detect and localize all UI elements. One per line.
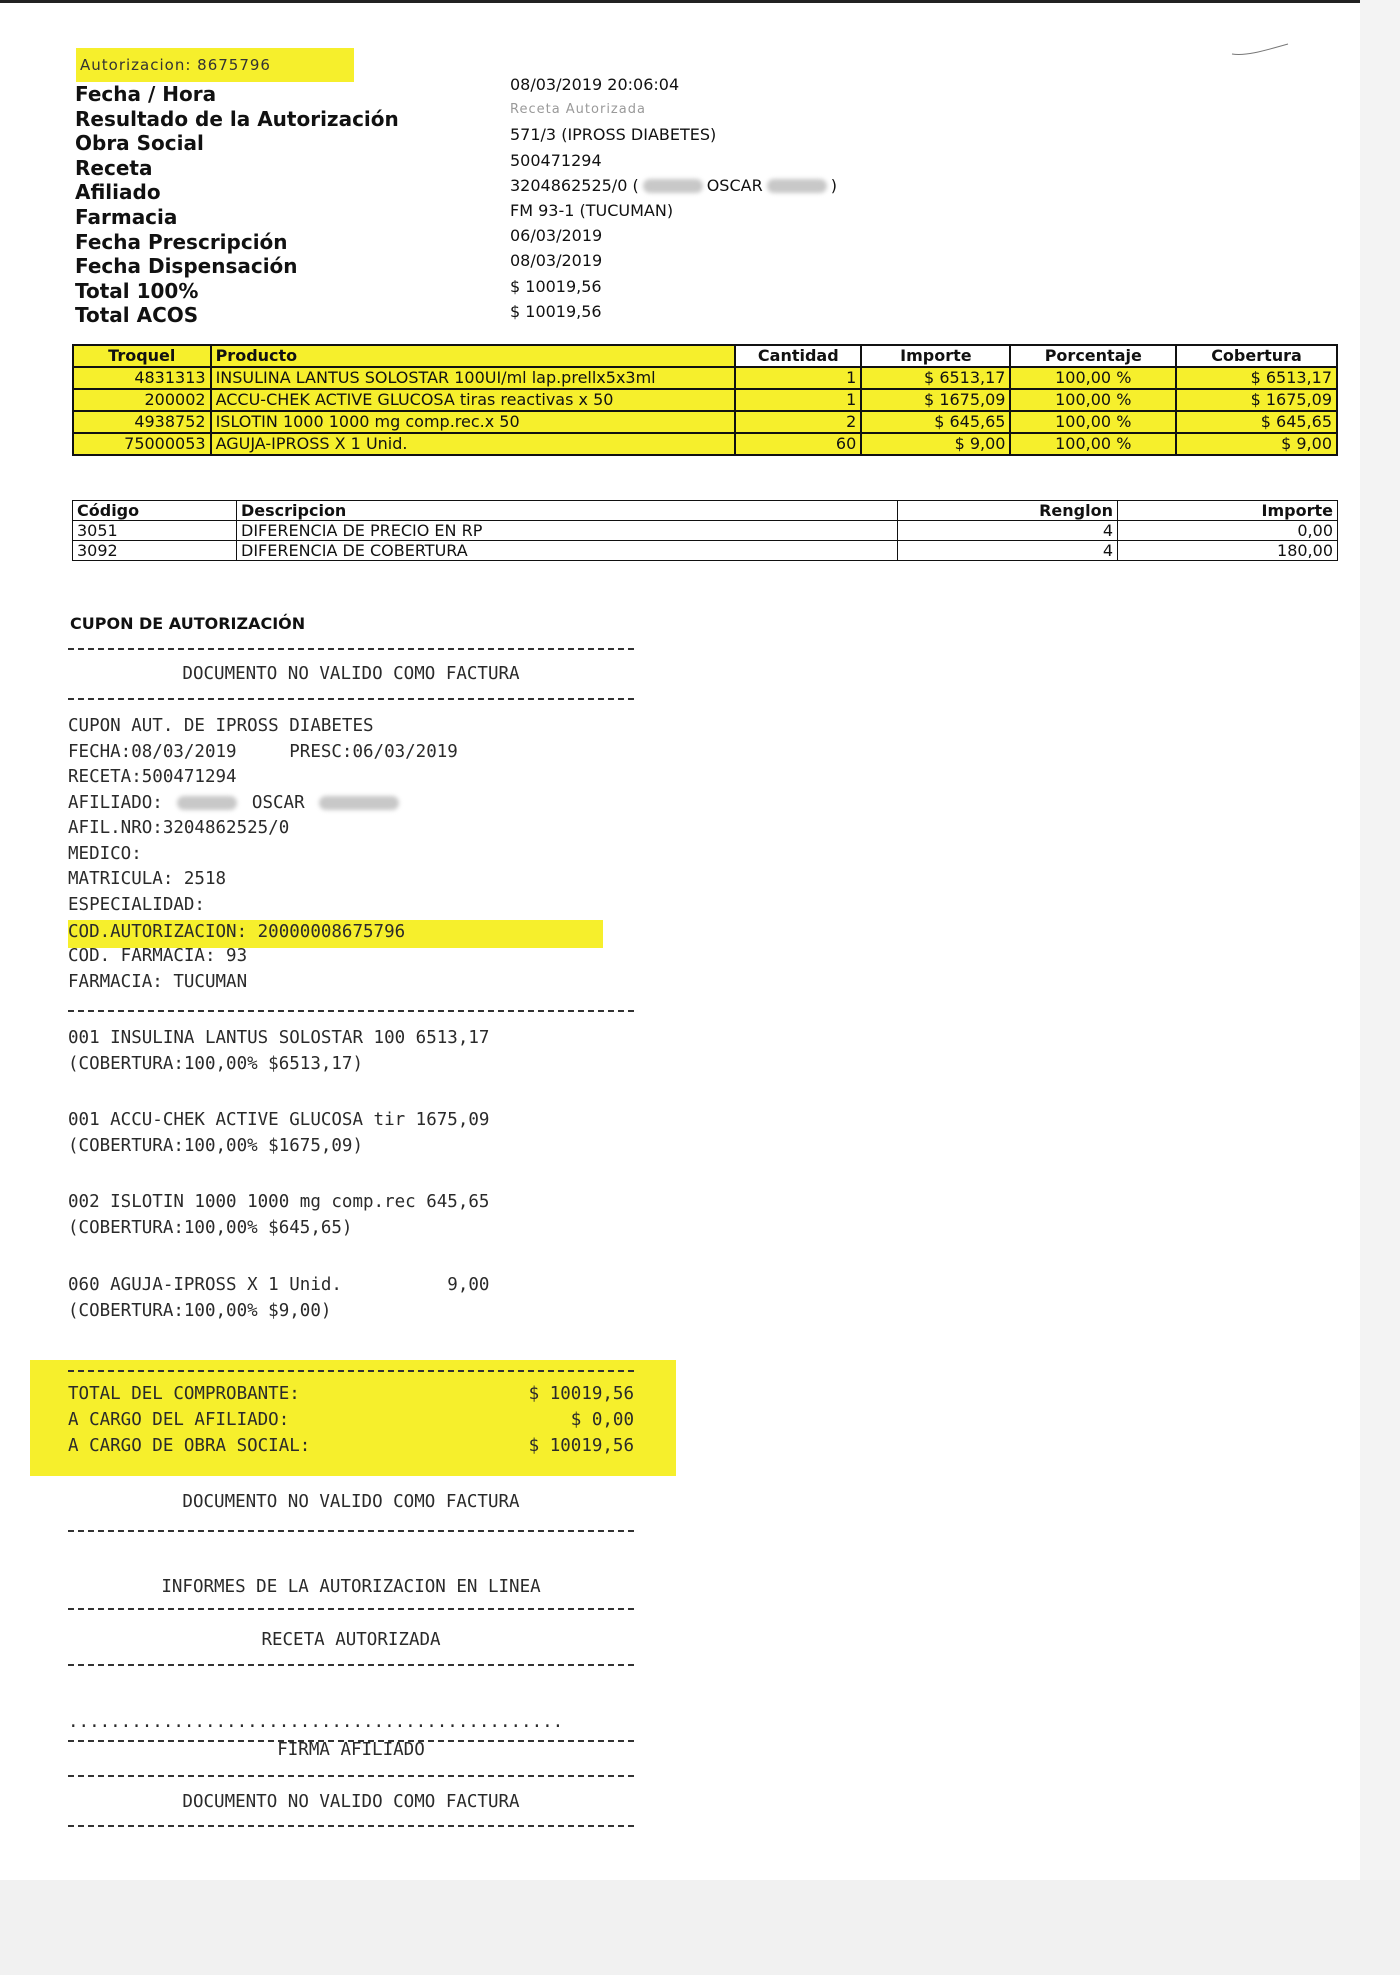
table-row bbox=[73, 541, 1338, 561]
total-value: $ 10019,56 bbox=[528, 1436, 634, 1456]
label-total-acos: Total ACOS bbox=[75, 303, 199, 328]
diferencias-table bbox=[72, 500, 1338, 561]
cobertura-cell: $ 9,00 bbox=[1176, 433, 1337, 455]
redacted-surname bbox=[177, 796, 237, 810]
col-importe: Importe bbox=[861, 345, 1010, 367]
scan-shadow-right bbox=[1360, 0, 1400, 1975]
cobertura-cell: $ 1675,09 bbox=[1176, 389, 1337, 411]
dashed-divider bbox=[68, 1608, 634, 1610]
cantidad-cell: 1 bbox=[735, 367, 861, 389]
importe-cell: 0,00 bbox=[1118, 521, 1338, 541]
receta-autorizada-line: RECETA AUTORIZADA bbox=[261, 1630, 441, 1650]
renglon-cell: 4 bbox=[898, 521, 1118, 541]
table-row bbox=[73, 521, 1338, 541]
dashed-divider bbox=[68, 1664, 634, 1666]
codigo-cell: 3051 bbox=[73, 521, 237, 541]
authorization-number: Autorizacion: 8675796 bbox=[76, 48, 354, 82]
afiliado-name: OSCAR bbox=[706, 175, 763, 195]
value-fecha-hora: 08/03/2019 20:06:04 bbox=[510, 75, 680, 94]
cupon-line-afiliado bbox=[68, 791, 634, 817]
item-coverage: (COBERTURA:100,00% $6513,17) bbox=[68, 1054, 364, 1074]
value-fecha-dispensacion: 08/03/2019 bbox=[510, 251, 603, 271]
porcentaje-cell: 100,00 % bbox=[1010, 389, 1176, 411]
cantidad-cell: 1 bbox=[735, 389, 861, 411]
cantidad-cell: 60 bbox=[735, 433, 861, 455]
cantidad-cell: 2 bbox=[735, 411, 861, 433]
cupon-title: CUPON DE AUTORIZACIÓN bbox=[70, 614, 306, 633]
cupon-line-matricula: MATRICULA: 2518 bbox=[68, 869, 227, 889]
value-total-100: $ 10019,56 bbox=[510, 276, 602, 296]
item-coverage: (COBERTURA:100,00% $645,65) bbox=[68, 1218, 353, 1238]
value-total-acos: $ 10019,56 bbox=[510, 301, 602, 321]
troquel-cell: 4831313 bbox=[73, 367, 211, 389]
cobertura-cell: $ 645,65 bbox=[1176, 411, 1337, 433]
header-values bbox=[510, 72, 837, 324]
table-row bbox=[73, 389, 1337, 411]
col-troquel: Troquel bbox=[73, 345, 211, 367]
total-row bbox=[68, 1434, 634, 1460]
total-row bbox=[68, 1382, 634, 1408]
col-producto: Producto bbox=[211, 345, 736, 367]
value-obra-social: 571/3 (IPROSS DIABETES) bbox=[510, 125, 717, 145]
item-line: 001 ACCU-CHEK ACTIVE GLUCOSA tir 1675,09 bbox=[68, 1110, 490, 1130]
renglon-cell: 4 bbox=[898, 541, 1118, 561]
afiliado-name: OSCAR bbox=[251, 793, 305, 813]
dashed-divider bbox=[68, 1370, 634, 1372]
cupon-line-fecha: FECHA:08/03/2019 PRESC:06/03/2019 bbox=[68, 742, 458, 762]
no-valido-middle: DOCUMENTO NO VALIDO COMO FACTURA bbox=[182, 1492, 520, 1512]
afiliado-close: ) bbox=[830, 175, 837, 195]
porcentaje-cell: 100,00 % bbox=[1010, 367, 1176, 389]
producto-cell: INSULINA LANTUS SOLOSTAR 100UI/ml lap.prellx5x3ml bbox=[211, 367, 736, 389]
troquel-cell: 4938752 bbox=[73, 411, 211, 433]
value-fecha-prescripcion: 06/03/2019 bbox=[510, 226, 603, 246]
diferencias-header-row bbox=[73, 501, 1338, 521]
codigo-cell: 3092 bbox=[73, 541, 237, 561]
value-resultado: Receta Autorizada bbox=[510, 102, 646, 118]
col-renglon: Renglon bbox=[898, 501, 1118, 521]
cupon-line-cod-farmacia: COD. FARMACIA: 93 bbox=[68, 946, 248, 966]
total-label: A CARGO DEL AFILIADO: bbox=[68, 1410, 290, 1430]
importe-cell: $ 6513,17 bbox=[861, 367, 1010, 389]
total-row bbox=[68, 1408, 634, 1434]
cupon-line-cupon: CUPON AUT. DE IPROSS DIABETES bbox=[68, 716, 374, 736]
no-valido-bottom: DOCUMENTO NO VALIDO COMO FACTURA bbox=[182, 1792, 520, 1812]
porcentaje-cell: 100,00 % bbox=[1010, 433, 1176, 455]
value-receta: 500471294 bbox=[510, 150, 602, 170]
cupon-line-farmacia: FARMACIA: TUCUMAN bbox=[68, 972, 248, 992]
header-labels bbox=[75, 82, 399, 328]
item-line: 002 ISLOTIN 1000 1000 mg comp.rec 645,65 bbox=[68, 1192, 490, 1212]
col-descripcion: Descripcion bbox=[237, 501, 898, 521]
informes-line: INFORMES DE LA AUTORIZACION EN LINEA bbox=[161, 1577, 541, 1597]
importe-cell: $ 9,00 bbox=[861, 433, 1010, 455]
col-importe: Importe bbox=[1118, 501, 1338, 521]
producto-cell: ISLOTIN 1000 1000 mg comp.rec.x 50 bbox=[211, 411, 736, 433]
label-fecha-hora: Fecha / Hora bbox=[75, 82, 217, 106]
table-row bbox=[73, 411, 1337, 433]
dashed-divider bbox=[68, 1775, 634, 1777]
afiliado-number: 3204862525/0 ( bbox=[510, 175, 639, 195]
table-row bbox=[73, 367, 1337, 389]
label-fecha-dispensacion: Fecha Dispensación bbox=[75, 254, 298, 279]
item-line: 001 INSULINA LANTUS SOLOSTAR 100 6513,17 bbox=[68, 1028, 490, 1048]
scan-shadow-bottom bbox=[0, 1880, 1400, 1975]
porcentaje-cell: 100,00 % bbox=[1010, 411, 1176, 433]
label-total-100: Total 100% bbox=[75, 278, 199, 303]
total-label: TOTAL DEL COMPROBANTE: bbox=[68, 1384, 300, 1404]
importe-cell: 180,00 bbox=[1118, 541, 1338, 561]
total-label: A CARGO DE OBRA SOCIAL: bbox=[68, 1436, 311, 1456]
label-obra-social: Obra Social bbox=[75, 131, 204, 156]
item-coverage: (COBERTURA:100,00% $9,00) bbox=[68, 1301, 332, 1321]
item-line: 060 AGUJA-IPROSS X 1 Unid. 9,00 bbox=[68, 1275, 490, 1295]
troquel-cell: 200002 bbox=[73, 389, 211, 411]
table-row bbox=[73, 433, 1337, 455]
importe-cell: $ 645,65 bbox=[861, 411, 1010, 433]
cupon-line-medico: MEDICO: bbox=[68, 844, 142, 864]
cupon-line-especialidad: ESPECIALIDAD: bbox=[68, 895, 205, 915]
firma-afiliado-line: FIRMA AFILIADO bbox=[277, 1740, 425, 1760]
label-afiliado: Afiliado bbox=[75, 180, 161, 205]
label-fecha-prescripcion: Fecha Prescripción bbox=[75, 229, 288, 254]
value-farmacia: FM 93-1 (TUCUMAN) bbox=[510, 201, 674, 221]
dashed-divider bbox=[68, 698, 634, 700]
importe-cell: $ 1675,09 bbox=[861, 389, 1010, 411]
total-value: $ 0,00 bbox=[570, 1410, 634, 1430]
producto-cell: ACCU-CHEK ACTIVE GLUCOSA tiras reactivas x 50 bbox=[211, 389, 736, 411]
pen-mark bbox=[1230, 40, 1290, 60]
col-codigo: Código bbox=[73, 501, 237, 521]
afiliado-prefix: AFILIADO: bbox=[68, 793, 163, 813]
cobertura-cell: $ 6513,17 bbox=[1176, 367, 1337, 389]
products-table bbox=[72, 344, 1338, 456]
descripcion-cell: DIFERENCIA DE COBERTURA bbox=[237, 541, 898, 561]
no-valido-top: DOCUMENTO NO VALIDO COMO FACTURA bbox=[182, 664, 520, 684]
descripcion-cell: DIFERENCIA DE PRECIO EN RP bbox=[237, 521, 898, 541]
label-farmacia: Farmacia bbox=[75, 204, 178, 229]
cupon-line-afil-nro: AFIL.NRO:3204862525/0 bbox=[68, 818, 290, 838]
dashed-divider bbox=[68, 1825, 634, 1827]
signature-dots: ............................................... bbox=[68, 1712, 564, 1732]
producto-cell: AGUJA-IPROSS X 1 Unid. bbox=[211, 433, 736, 455]
dashed-divider bbox=[68, 648, 634, 650]
products-header-row bbox=[73, 345, 1337, 367]
dashed-divider bbox=[68, 1530, 634, 1532]
page-top-border bbox=[0, 0, 1400, 3]
total-value: $ 10019,56 bbox=[528, 1384, 634, 1404]
item-coverage: (COBERTURA:100,00% $1675,09) bbox=[68, 1136, 364, 1156]
col-cobertura: Cobertura bbox=[1176, 345, 1337, 367]
col-cantidad: Cantidad bbox=[735, 345, 861, 367]
redacted-surname-2 bbox=[319, 796, 399, 810]
redacted-surname bbox=[643, 179, 703, 193]
cupon-line-cod-autorizacion: COD.AUTORIZACION: 20000008675796 bbox=[68, 922, 406, 942]
value-afiliado bbox=[510, 173, 837, 198]
redacted-surname-2 bbox=[767, 179, 827, 193]
label-resultado: Resultado de la Autorización bbox=[75, 106, 399, 131]
cupon-line-receta: RECETA:500471294 bbox=[68, 767, 237, 787]
col-porcentaje: Porcentaje bbox=[1010, 345, 1176, 367]
label-receta: Receta bbox=[75, 155, 153, 180]
dashed-divider bbox=[68, 1010, 634, 1012]
troquel-cell: 75000053 bbox=[73, 433, 211, 455]
